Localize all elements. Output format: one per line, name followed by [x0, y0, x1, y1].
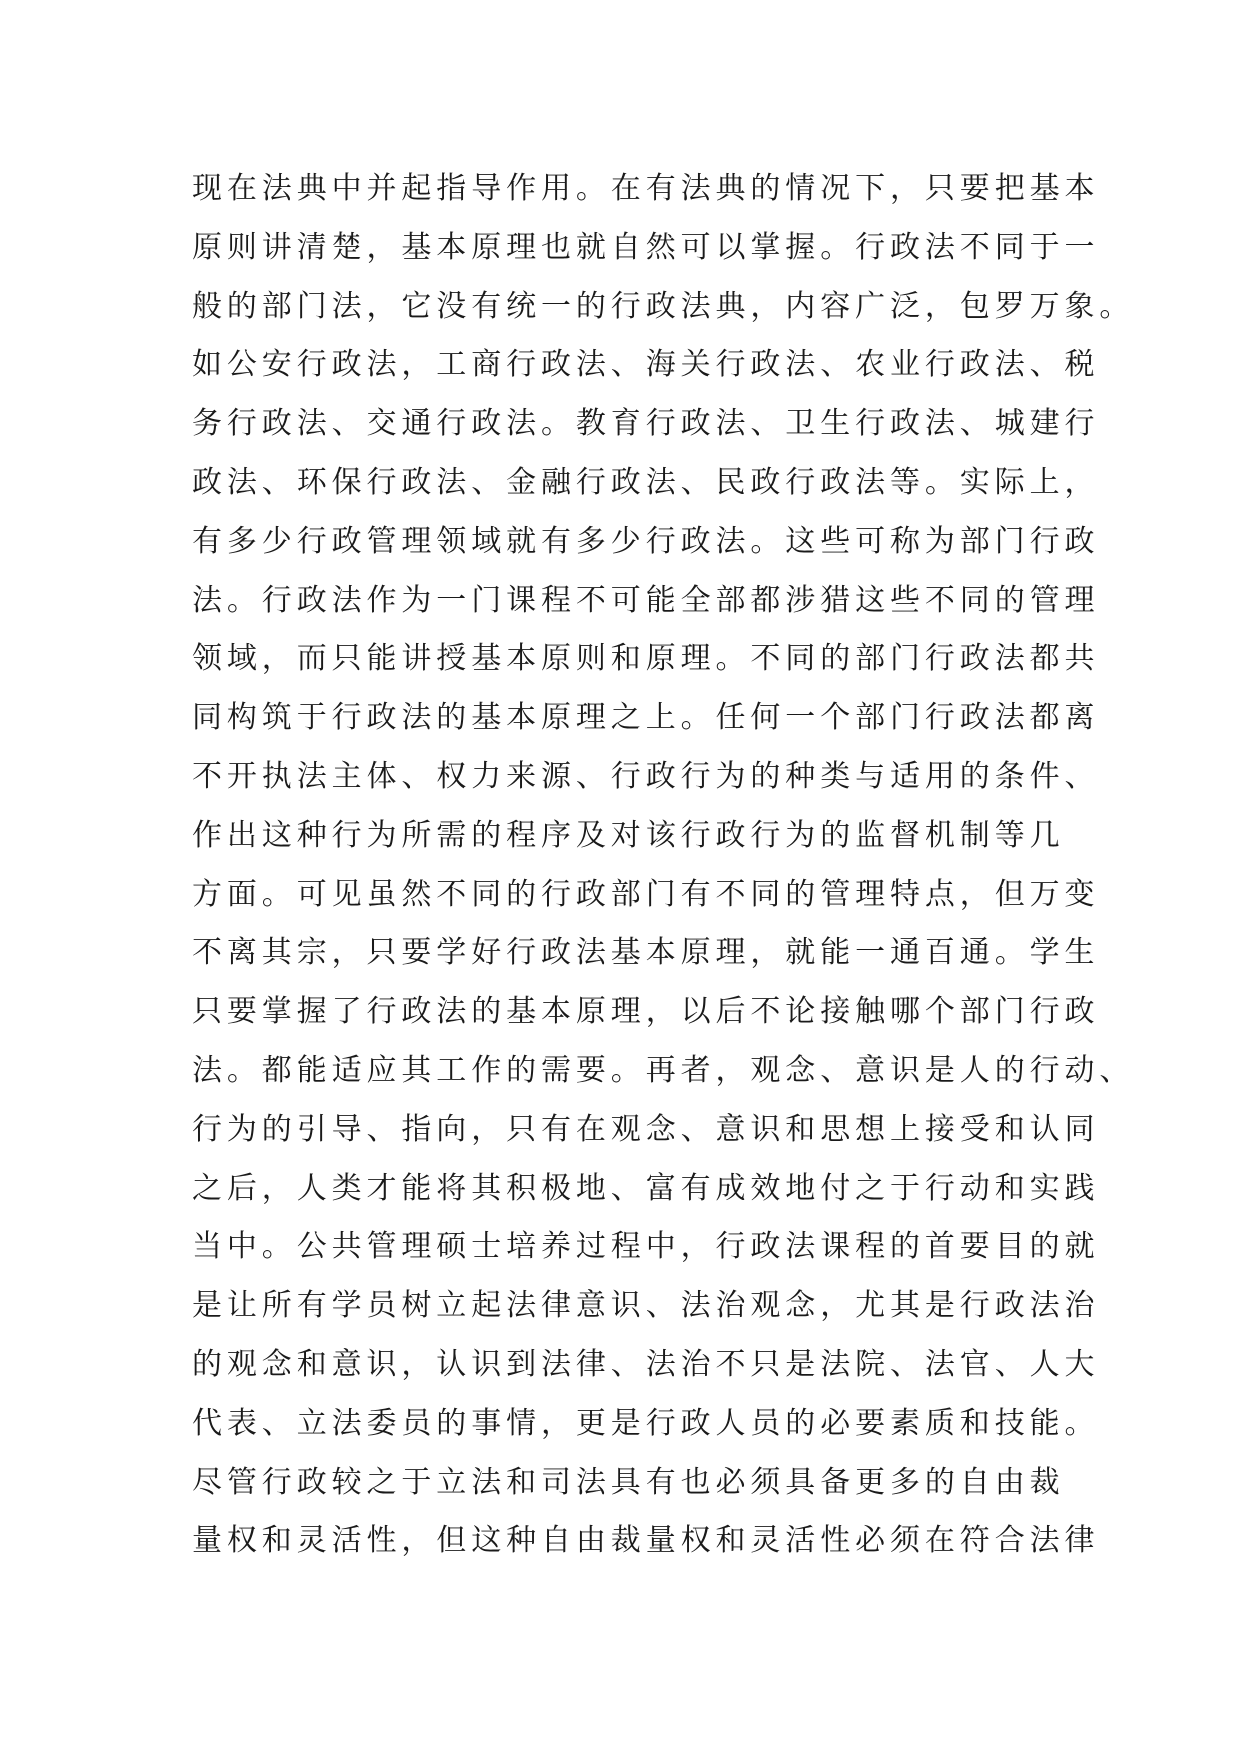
text-line: 的观念和意识，认识到法律、法治不只是法院、法官、人大	[192, 1346, 1100, 1382]
text-line: 当中。公共管理硕士培养过程中，行政法课程的首要目的就	[192, 1229, 1100, 1265]
text-line: 只要掌握了行政法的基本原理，以后不论接触哪个部门行政	[192, 994, 1100, 1030]
text-line: 行为的引导、指向，只有在观念、意识和思想上接受和认同	[192, 1111, 1100, 1147]
text-line: 务行政法、交通行政法。教育行政法、卫生行政法、城建行	[192, 406, 1100, 442]
text-line: 同构筑于行政法的基本原理之上。任何一个部门行政法都离	[192, 700, 1100, 736]
text-line: 领域，而只能讲授基本原则和原理。不同的部门行政法都共	[192, 641, 1100, 677]
text-line: 如公安行政法，工商行政法、海关行政法、农业行政法、税	[192, 347, 1100, 383]
text-line: 法。行政法作为一门课程不可能全部都涉猎这些不同的管理	[192, 582, 1100, 618]
text-line: 般的部门法，它没有统一的行政法典，内容广泛，包罗万象。	[192, 288, 1135, 324]
text-line: 政法、环保行政法、金融行政法、民政行政法等。实际上，	[192, 464, 1100, 500]
text-line: 是让所有学员树立起法律意识、法治观念，尤其是行政法治	[192, 1288, 1100, 1324]
text-line: 法。都能适应其工作的需要。再者，观念、意识是人的行动、	[192, 1052, 1135, 1088]
text-line: 之后，人类才能将其积极地、富有成效地付之于行动和实践	[192, 1170, 1100, 1206]
text-line: 代表、立法委员的事情，更是行政人员的必要素质和技能。	[192, 1405, 1100, 1441]
text-line: 不离其宗，只要学好行政法基本原理，就能一通百通。学生	[192, 935, 1100, 971]
text-line: 有多少行政管理领域就有多少行政法。这些可称为部门行政	[192, 523, 1100, 559]
text-line: 量权和灵活性，但这种自由裁量权和灵活性必须在符合法律	[192, 1523, 1100, 1559]
text-line: 方面。可见虽然不同的行政部门有不同的管理特点，但万变	[192, 876, 1100, 912]
text-line: 原则讲清楚，基本原理也就自然可以掌握。行政法不同于一	[192, 229, 1100, 265]
text-line: 作出这种行为所需的程序及对该行政行为的监督机制等几	[192, 817, 1065, 853]
body-text	[192, 160, 1135, 1571]
text-line: 尽管行政较之于立法和司法具有也必须具备更多的自由裁	[192, 1464, 1065, 1500]
text-line: 不开执法主体、权力来源、行政行为的种类与适用的条件、	[192, 758, 1100, 794]
text-line: 现在法典中并起指导作用。在有法典的情况下，只要把基本	[192, 171, 1100, 206]
